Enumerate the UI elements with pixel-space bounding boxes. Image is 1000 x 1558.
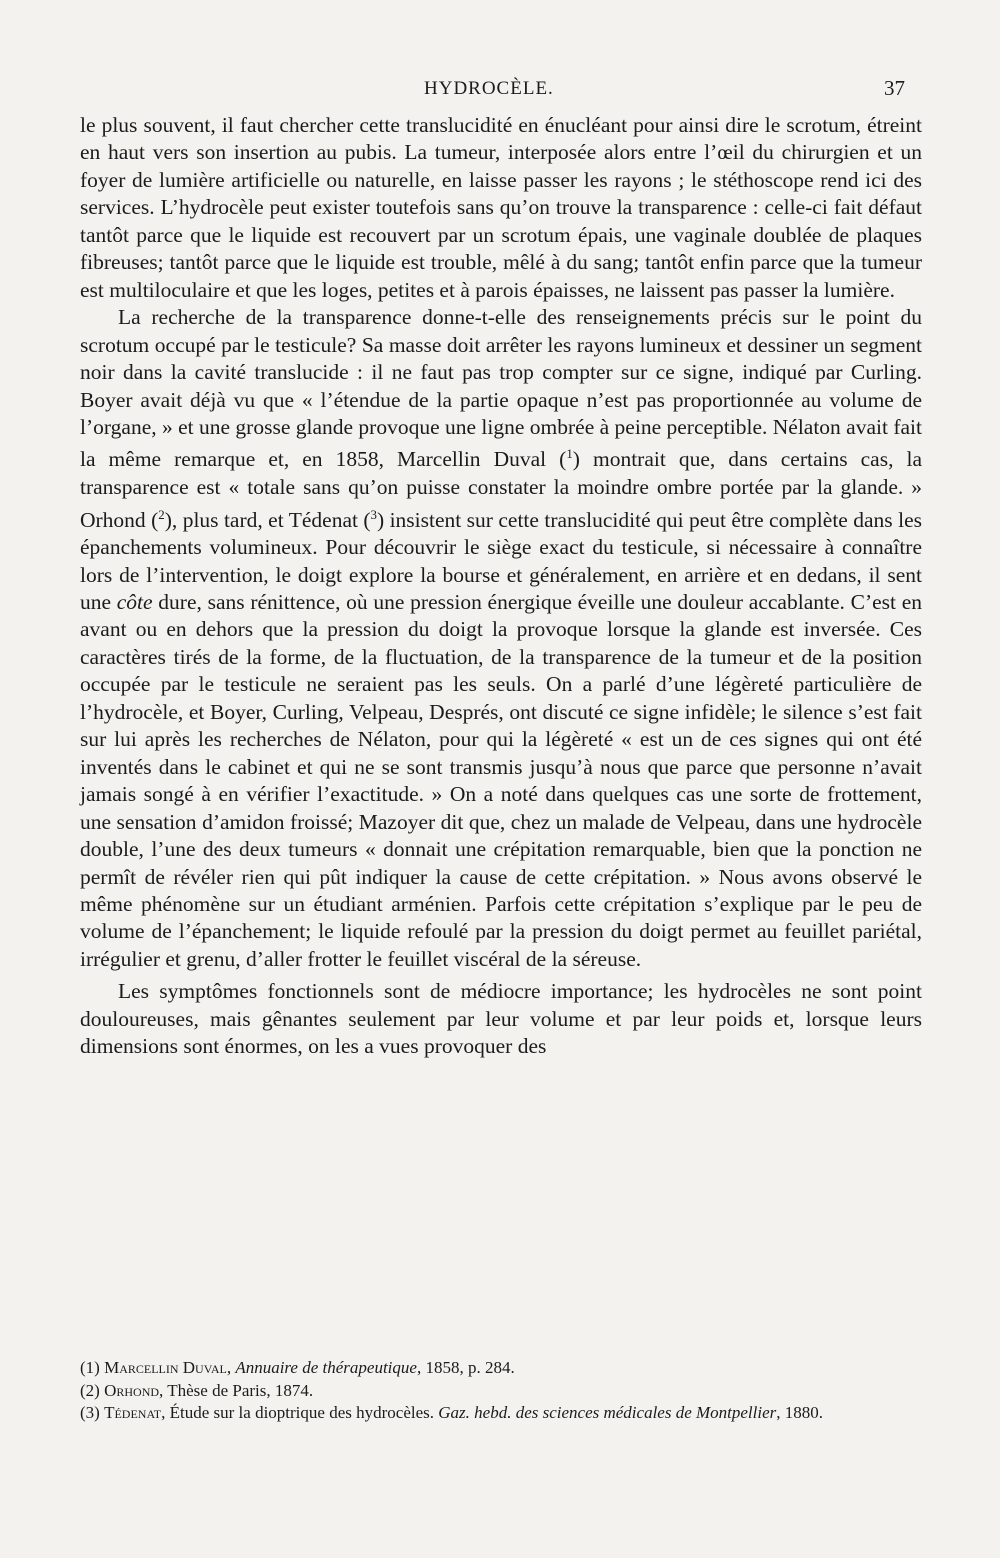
text-run: , 1858, p. 284. xyxy=(416,1358,515,1377)
footnotes xyxy=(80,1357,922,1425)
italic-text: Annuaire de thérapeutique xyxy=(235,1358,417,1377)
italic-text: Gaz. hebd. des sciences médicales de Montpellier xyxy=(438,1403,777,1422)
running-title: HYDROCÈLE. xyxy=(424,78,554,99)
author-name: Tédenat xyxy=(104,1403,162,1422)
author-name: Orhond xyxy=(104,1380,160,1400)
footnote xyxy=(80,1357,922,1380)
page-number: 37 xyxy=(884,76,905,100)
footnote xyxy=(80,1402,922,1425)
text-run: le plus souvent, il faut chercher cette translucidité en énucléant pour ainsi dire le scrotum, étreint en haut vers son insertion au pubis. La tumeur, interposée alors entre l’œil du chirurgien et un foyer de lumière artificielle ou naturelle, en laisse passer les rayons ; le stéthoscope rend ici des services. L’hydrocèle peut exister toutefois sans qu’on trouve la transparence : celle-ci fait défaut tantôt parce que le liquide est recouvert par un scrotum épais, une vaginale doublée de plaques fibreuses; tantôt parce que le liquide est trouble, mêlé à du sang; tantôt enfin parce que la tumeur est multiloculaire et que les loges, petites et à parois épaisses, ne laissent pas passer la lumière. xyxy=(80,113,922,302)
italic-text: côte xyxy=(116,590,153,615)
footnote-ref: 1 xyxy=(566,447,573,462)
text-run: ) insistent sur cette translucidité qui peut être complète dans les épanchements volumineux. Pour découvrir le siège exact du testicule, si nécessaire à connaître lors de l’intervention, le doigt explore la bourse et généralement, en arrière et en dedans, il sent une xyxy=(80,507,922,615)
footnote-ref: 3 xyxy=(370,507,377,522)
footnote-ref: 2 xyxy=(158,507,165,522)
author-name: Marcellin Duval xyxy=(104,1358,227,1377)
text-run: dure, sans rénittence, où une pression énergique éveille une douleur accablante. C’est en avant ou en dehors que la pression du doigt la provoque lorsque la glande est inversée. Ces caractères tirés de la forme, de la fluctuation, de la transparence de la tumeur et de la position occupée par le testicule ne seraient pas les seuls. On a parlé d’une légèreté particulière de l’hydrocèle, et Boyer, Curling, Velpeau, Després, ont discuté ce signe infidèle; le silence s’est fait sur lui après les recherches de Nélaton, pour qui la légèreté « est un de ces signes qui ont été inventés dans le cabinet et qui ne se sont transmis jusqu’à nous que parce que personne n’avait jamais songé à en vérifier l’exactitude. » On a noté dans quelques cas une sorte de frottement, une sensation d’amidon froissé; Mazoyer dit que, chez un malade de Velpeau, dans une hydrocèle double, l’une des deux tumeurs « donnait une crépitation remarquable, bien que la ponction ne permît de révéler rien qui pût indiquer la cause de cette crépitation. » Nous avons observé le même phénomène sur un étudiant arménien. Parfois cette crépitation s’explique par le peu de volume de l’épanchement; le liquide refoulé par la pression du doigt permet au feuillet pariétal, irrégulier et grenu, d’aller frotter le feuillet viscéral de la séreuse. xyxy=(80,590,922,971)
paragraph xyxy=(80,978,922,1060)
text-run: Les symptômes fonctionnels sont de médiocre importance; les hydrocèles ne sont point douloureuses, mais gênantes seulement par leur volume et par leur poids et, lorsque leurs dimensions sont énormes, on les a vues provoquer des xyxy=(80,979,922,1059)
footnote-marker: (3) xyxy=(80,1403,100,1422)
paragraph xyxy=(80,304,922,973)
text-run: , Thèse de Paris, 1874. xyxy=(159,1380,314,1400)
text-run: , 1880. xyxy=(776,1403,824,1422)
body-text xyxy=(80,112,922,1061)
footnote-marker: (1) xyxy=(80,1358,100,1377)
text-run: , xyxy=(226,1358,236,1377)
text-run: La recherche de la transparence donne-t-elle des renseignements précis sur le point du scrotum occupé par le testicule? Sa masse doit arrêter les rayons lumineux et dessiner un segment noir dans la cavité translucide : il ne faut pas trop compter sur ce signe, indiqué par Curling. Boyer avait déjà vu que « l’étendue de la partie opaque n’est pas proportionnée au volume de l’organe, » et une grosse glande provoque une ligne ombrée à peine perceptible. Nélaton avait fait la même remarque et, en 1858, Marcellin Duval ( xyxy=(80,305,922,472)
text-run: ), plus tard, et Tédenat ( xyxy=(164,507,371,532)
footnote-marker: (2) xyxy=(80,1380,100,1400)
paragraph xyxy=(80,112,922,304)
page-header xyxy=(0,76,1000,106)
text-run: , Étude sur la dioptrique des hydrocèles. xyxy=(161,1403,439,1422)
footnote xyxy=(80,1380,922,1403)
text-run: ) montrait que, dans certains cas, la transparence est « totale sans qu’on puisse constater la moindre ombre portée par la glande. » Orhond ( xyxy=(80,447,923,532)
